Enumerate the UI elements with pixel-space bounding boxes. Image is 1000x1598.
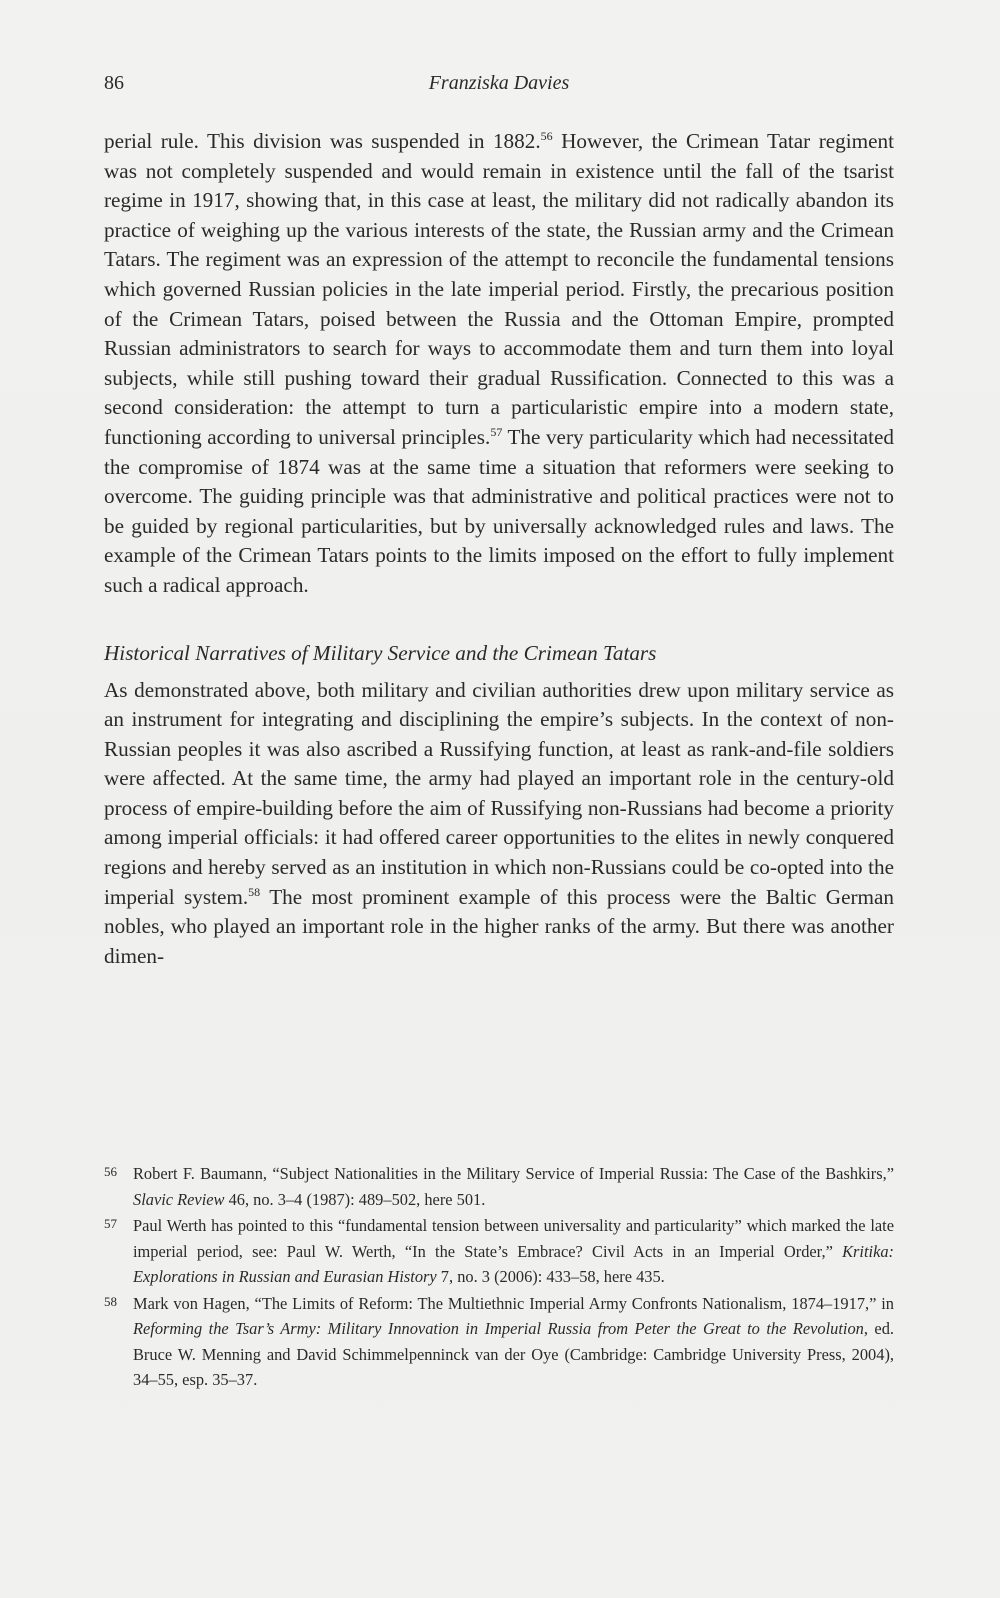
footnote-58: [104, 1291, 894, 1393]
footnote-italic: Reforming the Tsar’s Army: Military Innovation in Imperial Russia from Peter the Great to the Revolution: [133, 1319, 864, 1338]
footnote-italic: Kritika: Explorations in Russian and Eurasian History: [133, 1241, 894, 1286]
footnote-text: Paul Werth has pointed to this “fundamental tension between universality and particularity” which marked the late imperial period, see: Paul W. Werth, “In the State’s Embrace? Civil Acts in an Imperial Order,”: [133, 1216, 894, 1261]
paragraph-2: [104, 676, 894, 972]
paragraph-2-text-a: As demonstrated above, both military and civilian authorities drew upon military service as an instrument for integrating and disciplining the empire’s subjects. In the context of non-Russian peoples it was also ascribed a Russifying function, at least as rank-and-file soldiers were affected. At the same time, the army had played an important role in the century-old process of empire-building before the aim of Russifying non-Russians had become a priority among imperial officials: it had offered career opportunities to the elites in newly conquered regions and hereby served as an institution in which non-Russians could be co-opted into the imperial system.: [104, 677, 894, 909]
footnote-text-after: 46, no. 3–4 (1987): 489–502, here 501.: [224, 1189, 486, 1209]
footnote-italic: Slavic Review: [133, 1189, 225, 1209]
footnote-number: 58: [104, 1293, 117, 1309]
paragraph-1: [104, 127, 894, 601]
paragraph-1-text-b: However, the Crimean Tatar regiment was not completely suspended and would remain in existence until the fall of the tsarist regime in 1917, showing that, in this case at least, the military did not radically abandon its practice of weighing up the various interests of the state, the Russian army and the Crimean Tatars. The regiment was an expression of the attempt to reconcile the fundamental tensions which governed Russian policies in the late imperial period. Firstly, the precarious position of the Crimean Tatars, poised between the Russia and the Ottoman Empire, prompted Russian administrators to search for ways to accommodate them and turn them into loyal subjects, while still pushing toward their gradual Russification. Connected to this was a second consideration: the attempt to turn a particularistic empire into a modern state, functioning according to universal principles.: [104, 129, 894, 449]
paragraph-1-text-a: perial rule. This division was suspended in 1882.: [104, 129, 541, 153]
page-header: [104, 72, 894, 102]
paragraph-1-text-c: The very particularity which had necessitated the compromise of 1874 was at the same time a situation that reformers were seeking to overcome. The guiding principle was that administrative and political practices were not to be guided by regional particularities, but by universally acknowledged rules and laws. The example of the Crimean Tatars points to the limits imposed on the effort to fully implement such a radical approach.: [104, 424, 894, 597]
footnote-56: [104, 1161, 894, 1212]
body-text: [104, 127, 894, 971]
footnote-ref-56: 56: [540, 129, 553, 143]
running-head: Franziska Davies: [428, 72, 570, 94]
footnote-text: Mark von Hagen, “The Limits of Reform: The Multiethnic Imperial Army Confronts Nationalism, 1874–1917,” in: [133, 1293, 894, 1313]
footnote-ref-58: 58: [248, 884, 261, 899]
footnote-ref-57: 57: [490, 424, 503, 439]
section-heading: Historical Narratives of Military Service and the Crimean Tatars: [104, 640, 657, 665]
footnotes: [104, 1161, 894, 1394]
footnote-text-after: , ed. Bruce W. Menning and David Schimmelpenninck van der Oye (Cambridge: Cambridge University Press, 2004), 34–55, esp. 35–37.: [133, 1319, 895, 1389]
footnote-number: 57: [104, 1216, 117, 1231]
footnote-text-after: 7, no. 3 (2006): 433–58, here 435.: [436, 1267, 665, 1286]
footnote-number: 56: [104, 1164, 117, 1179]
footnote-57: [104, 1213, 894, 1290]
footnote-text: Robert F. Baumann, “Subject Nationalities in the Military Service of Imperial Russia: The Case of the Bashkirs,”: [133, 1164, 894, 1183]
paragraph-2-text-b: The most prominent example of this process were the Baltic German nobles, who played an important role in the higher ranks of the army. But there was another dimen-: [104, 884, 895, 968]
page-number: 86: [104, 72, 124, 94]
